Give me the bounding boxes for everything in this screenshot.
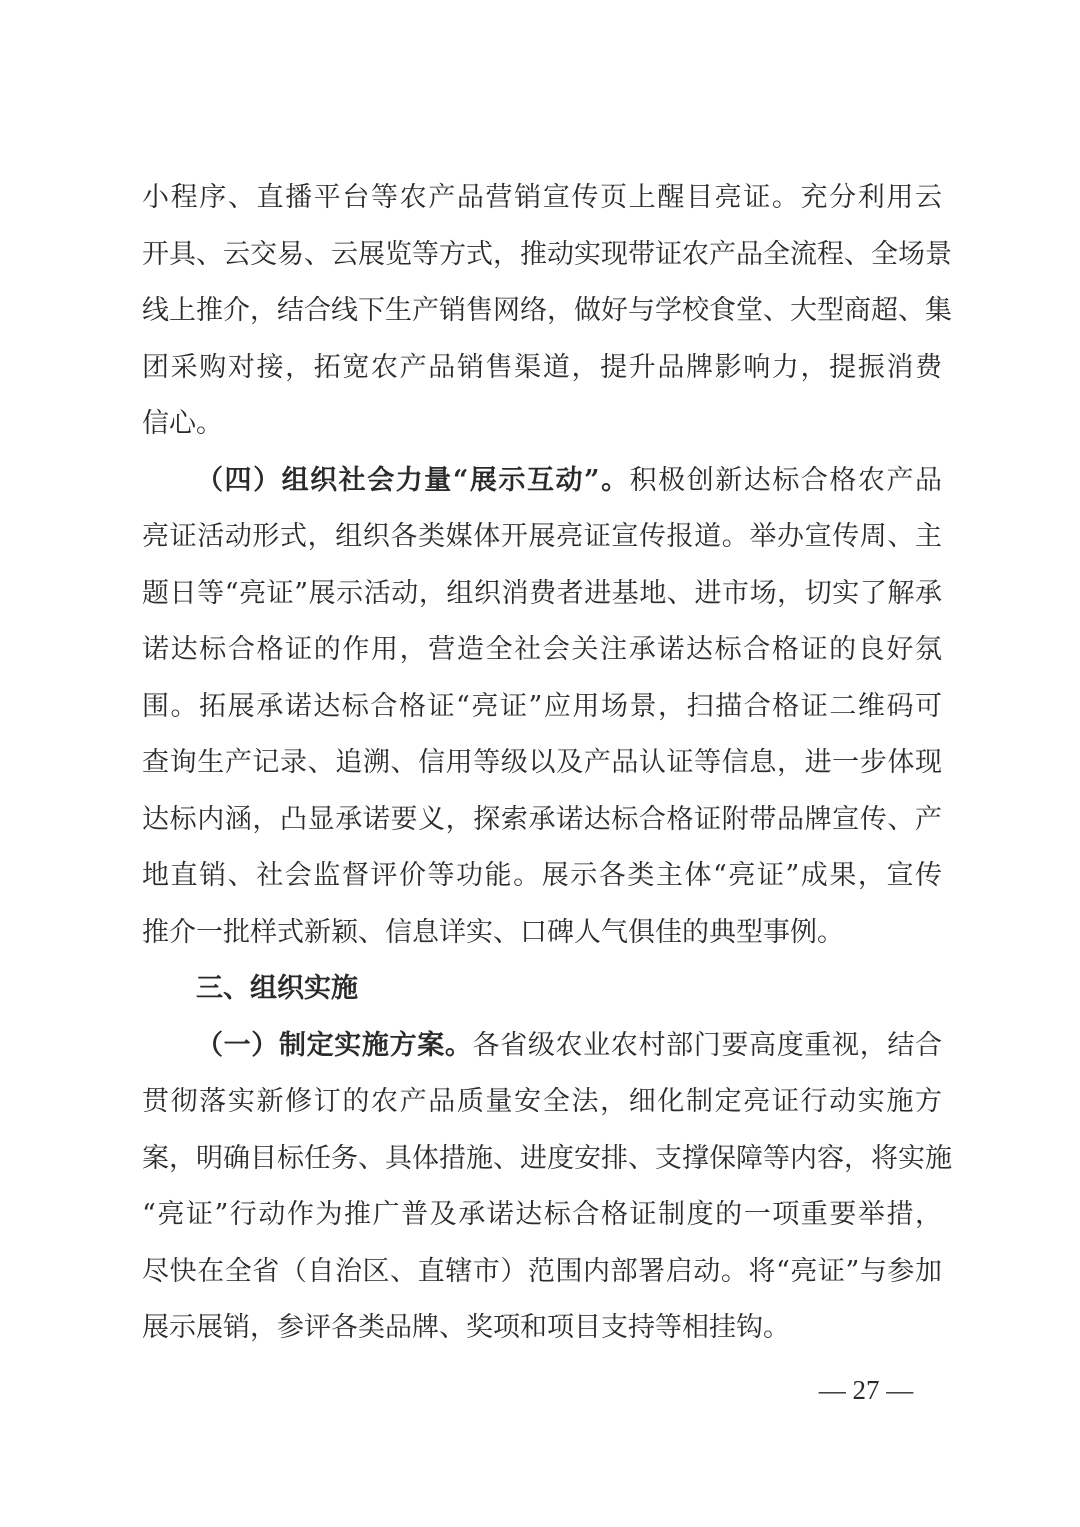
text-line: 围。拓展承诺达标合格证“亮证”应用场景，扫描合格证二维码可 <box>142 690 942 722</box>
text-line <box>142 453 942 510</box>
text-line: 团采购对接，拓宽农产品销售渠道，提升品牌影响力，提振消费 <box>142 351 942 383</box>
subsection-heading: （一）制定实施方案。 <box>196 1029 473 1061</box>
paragraph-3 <box>142 1018 952 1357</box>
paragraph-1 <box>142 170 952 453</box>
section-heading: 三、组织实施 <box>196 973 358 1004</box>
document-body <box>142 170 952 1357</box>
text-line <box>142 1018 942 1075</box>
paragraph-2 <box>142 453 942 962</box>
text-line: 线上推介，结合线下生产销售网络，做好与学校食堂、大型商超、集 <box>142 295 952 326</box>
text-line: 题日等“亮证”展示活动，组织消费者进基地、进市场，切实了解承 <box>142 577 942 609</box>
text-line: 亮证活动形式，组织各类媒体开展亮证宣传报道。举办宣传周、主 <box>142 521 942 552</box>
text-run: 积极创新达标合格农产品 <box>629 464 943 496</box>
text-line: 信心。 <box>142 408 223 439</box>
text-line: “亮证”行动作为推广普及承诺达标合格证制度的一项重要举措， <box>142 1199 942 1230</box>
text-line: 开具、云交易、云展览等方式，推动实现带证农产品全流程、全场景 <box>142 238 952 270</box>
text-line: 查询生产记录、追溯、信用等级以及产品认证等信息，进一步体现 <box>142 747 942 778</box>
text-line: 诺达标合格证的作用，营造全社会关注承诺达标合格证的良好氛 <box>142 634 942 665</box>
text-line: 小程序、直播平台等农产品营销宣传页上醒目亮证。充分利用云 <box>142 182 942 213</box>
text-line: 展示展销，参评各类品牌、奖项和项目支持等相挂钩。 <box>142 1312 790 1343</box>
subsection-heading: （四）组织社会力量“展示互动”。 <box>196 464 630 496</box>
text-line: 贯彻落实新修订的农产品质量安全法，细化制定亮证行动实施方 <box>142 1086 942 1117</box>
text-line: 尽快在全省（自治区、直辖市）范围内部署启动。将“亮证”与参加 <box>142 1255 942 1287</box>
text-run: 各省级农业农村部门要高度重视，结合 <box>472 1029 943 1061</box>
text-line: 地直销、社会监督评价等功能。展示各类主体“亮证”成果，宣传 <box>142 860 942 891</box>
text-line: 推介一批样式新颖、信息详实、口碑人气俱佳的典型事例。 <box>142 916 844 948</box>
page-number: — 27 — <box>818 1375 914 1405</box>
text-line: 达标内涵，凸显承诺要义，探索承诺达标合格证附带品牌宣传、产 <box>142 803 942 835</box>
text-line: 案，明确目标任务、具体措施、进度安排、支撑保障等内容，将实施 <box>142 1142 952 1174</box>
